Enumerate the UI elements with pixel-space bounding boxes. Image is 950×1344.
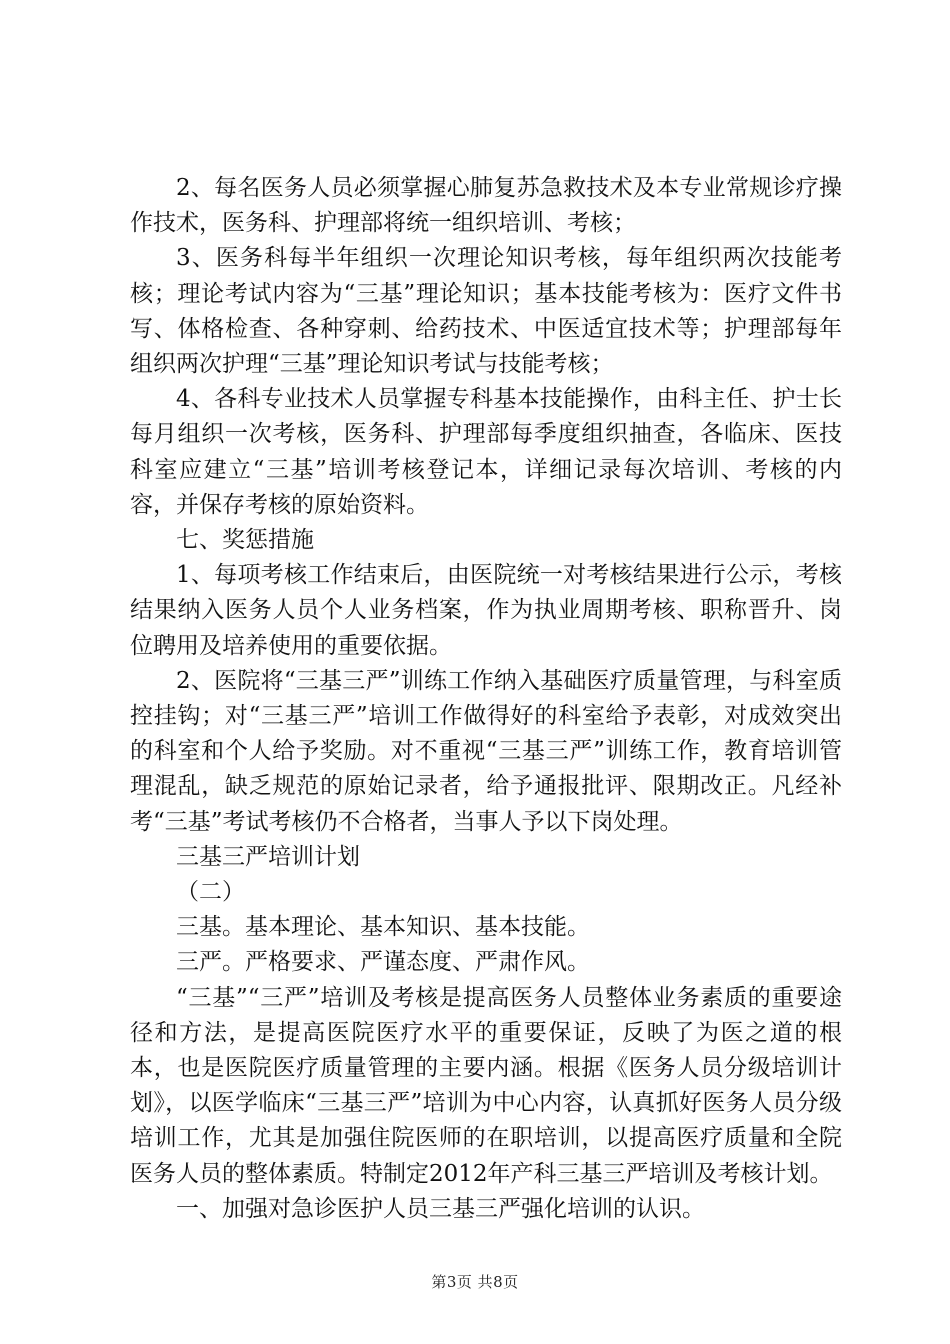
page-footer: 第3页 共8页 [431,1273,519,1291]
definition-sanyan: 三严。严格要求、严谨态度、严肃作风。 [176,949,590,976]
plan-part-label: （二） [176,879,245,906]
plan-title: 三基三严培训计划 [176,843,360,870]
plan-section-1-heading: 一、加强对急诊医护人员三基三严强化培训的认识。 [176,1195,705,1222]
paragraph-reward-1: 1、每项考核工作结束后，由医院统一对考核结果进行公示，考核结果纳入医务人员个人业务档案，作为执业周期考核、职称晋升、岗位聘用及培养使用的重要依据。 [130,562,842,659]
paragraph-item-2: 2、每名医务人员必须掌握心肺复苏急救技术及本专业常规诊疗操作技术，医务科、护理部将统一组织培训、考核； [130,175,842,237]
paragraph-item-3: 3、医务科每半年组织一次理论知识考核，每年组织两次技能考核；理论考试内容为“三基”理论知识；基本技能考核为：医疗文件书写、体格检查、各种穿刺、给药技术、中医适宜技术等；护理部每年组织两次护理“三基”理论知识考试与技能考核； [130,245,842,378]
paragraph-reward-2: 2、医院将“三基三严”训练工作纳入基础医疗质量管理，与科室质控挂钩；对“三基三严”培训工作做得好的科室给予表彰，对成效突出的科室和个人给予奖励。对不重视“三基三严”训练工作，教育培训管理混乱，缺乏规范的原始记录者，给予通报批评、限期改正。凡经补考“三基”考试考核仍不合格者，当事人予以下岗处理。 [130,667,842,835]
plan-intro-paragraph: “三基”“三严”培训及考核是提高医务人员整体业务素质的重要途径和方法，是提高医院医疗水平的重要保证，反映了为医之道的根本，也是医院医疗质量管理的主要内涵。根据《医务人员分级培训计划》，以医学临床“三基三严”培训为中心内容，认真抓好医务人员分级培训工作，尤其是加强住院医师的在职培训，以提高医疗质量和全院医务人员的整体素质。特制定2012年产科三基三严培训及考核计划。 [130,984,842,1187]
paragraph-item-4: 4、各科专业技术人员掌握专科基本技能操作，由科主任、护士长每月组织一次考核，医务科、护理部每季度组织抽查，各临床、医技科室应建立“三基”培训考核登记本，详细记录每次培训、考核的内容，并保存考核的原始资料。 [130,386,842,518]
definition-sanji: 三基。基本理论、基本知识、基本技能。 [176,914,590,941]
section-heading-rewards: 七、奖惩措施 [176,527,314,554]
document-body [130,171,842,1227]
